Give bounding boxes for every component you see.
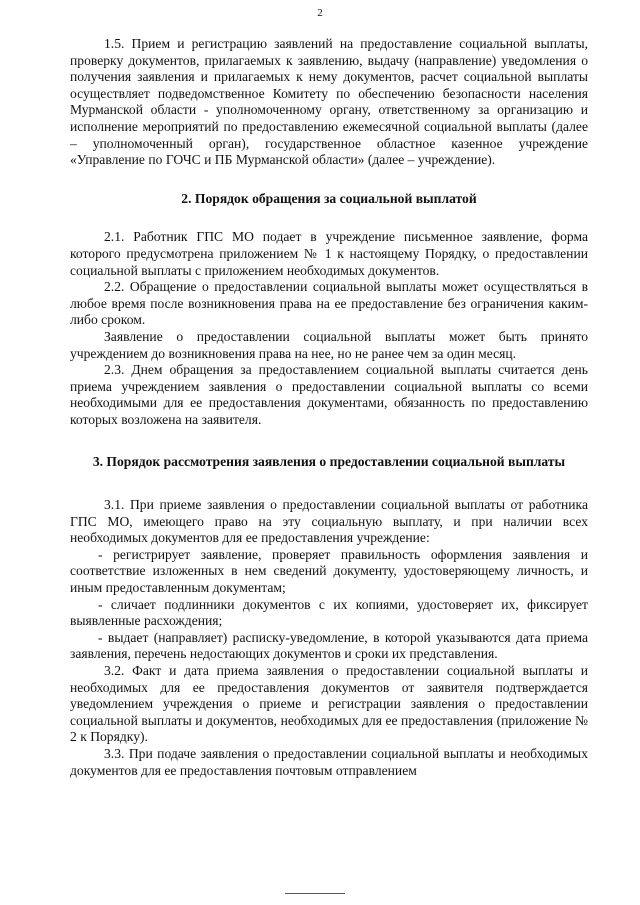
page-number: 2 xyxy=(317,7,323,19)
footer-divider xyxy=(285,893,345,894)
paragraph-1-5: 1.5. Прием и регистрацию заявлений на предоставление социальной выплаты, проверку документов, прилагаемых к заявлению, выдачу (направление) уведомления о получения заявления и прилагаемых к нему документов, расчет социальной выплаты осуществляет подведомственное Комитету по обеспечению безопасности населения Мурманской области - уполномоченному органу, ответственному за организацию и исполнение мероприятий по предоставлению ежемесячной социальной выплаты (далее – уполномоченный орган), государственное областное казенное учреждение «Управление по ГОЧС и ПБ Мурманской области» (далее – учреждение). xyxy=(70,36,588,168)
spacer xyxy=(70,169,588,191)
spacer xyxy=(70,471,588,497)
paragraph-2-2: 2.2. Обращение о предоставлении социальной выплаты может осуществляться в любое время после возникновения права на ее предоставление без ограничения каким-либо сроком. xyxy=(70,279,588,328)
list-item-verify: - сличает подлинники документов с их копиями, удостоверяет их, фиксирует выявленные расхождения; xyxy=(70,596,588,629)
spacer xyxy=(70,428,588,454)
paragraph-3-1: 3.1. При приеме заявления о предоставлении социальной выплаты от работника ГПС МО, имеющего право на эту социальную выплату, и при наличии всех необходимых документов для ее предоставления учреждение: xyxy=(70,497,588,546)
section-3-heading: 3. Порядок рассмотрения заявления о предоставлении социальной выплаты xyxy=(92,454,566,470)
paragraph-2-3: 2.3. Днем обращения за предоставлением социальной выплаты считается день приема учреждением заявления о предоставлении социальной выплаты со всеми необходимыми для ее предоставления документами, обязанность по предоставлению которых возложена на заявителя. xyxy=(70,362,588,427)
list-item-receipt: - выдает (направляет) расписку-уведомление, в которой указываются дата приема заявления, перечень недостающих документов и сроки их представления. xyxy=(70,629,588,662)
document-body xyxy=(70,36,588,779)
section-2-heading: 2. Порядок обращения за социальной выплатой xyxy=(181,190,477,206)
paragraph-2-1: 2.1. Работник ГПС МО подает в учреждение письменное заявление, форма которого предусмотрена приложением № 1 к настоящему Порядку, о предоставлении социальной выплаты с приложением необходимых документов. xyxy=(70,229,588,278)
paragraph-3-2: 3.2. Факт и дата приема заявления о предоставлении социальной выплаты и необходимых для ее предоставления документов от заявителя подтверждается уведомлением учреждения о приеме и регистрации заявления о предоставлении социальной выплаты и документов, необходимых для ее предоставления (приложение № 2 к Порядку). xyxy=(70,663,588,745)
list-item-register: - регистрирует заявление, проверяет правильность оформления заявления и соответствие изложенных в нем сведений документу, удостоверяющему личность, и иным предоставленным документам; xyxy=(70,546,588,596)
spacer xyxy=(70,207,588,229)
paragraph-3-3: 3.3. При подаче заявления о предоставлении социальной выплаты и необходимых документов для ее предоставления почтовым отправлением xyxy=(70,745,588,778)
paragraph-2-2-continued: Заявление о предоставлении социальной выплаты может быть принято учреждением до возникновения права на нее, но не ранее чем за один месяц. xyxy=(70,328,588,361)
